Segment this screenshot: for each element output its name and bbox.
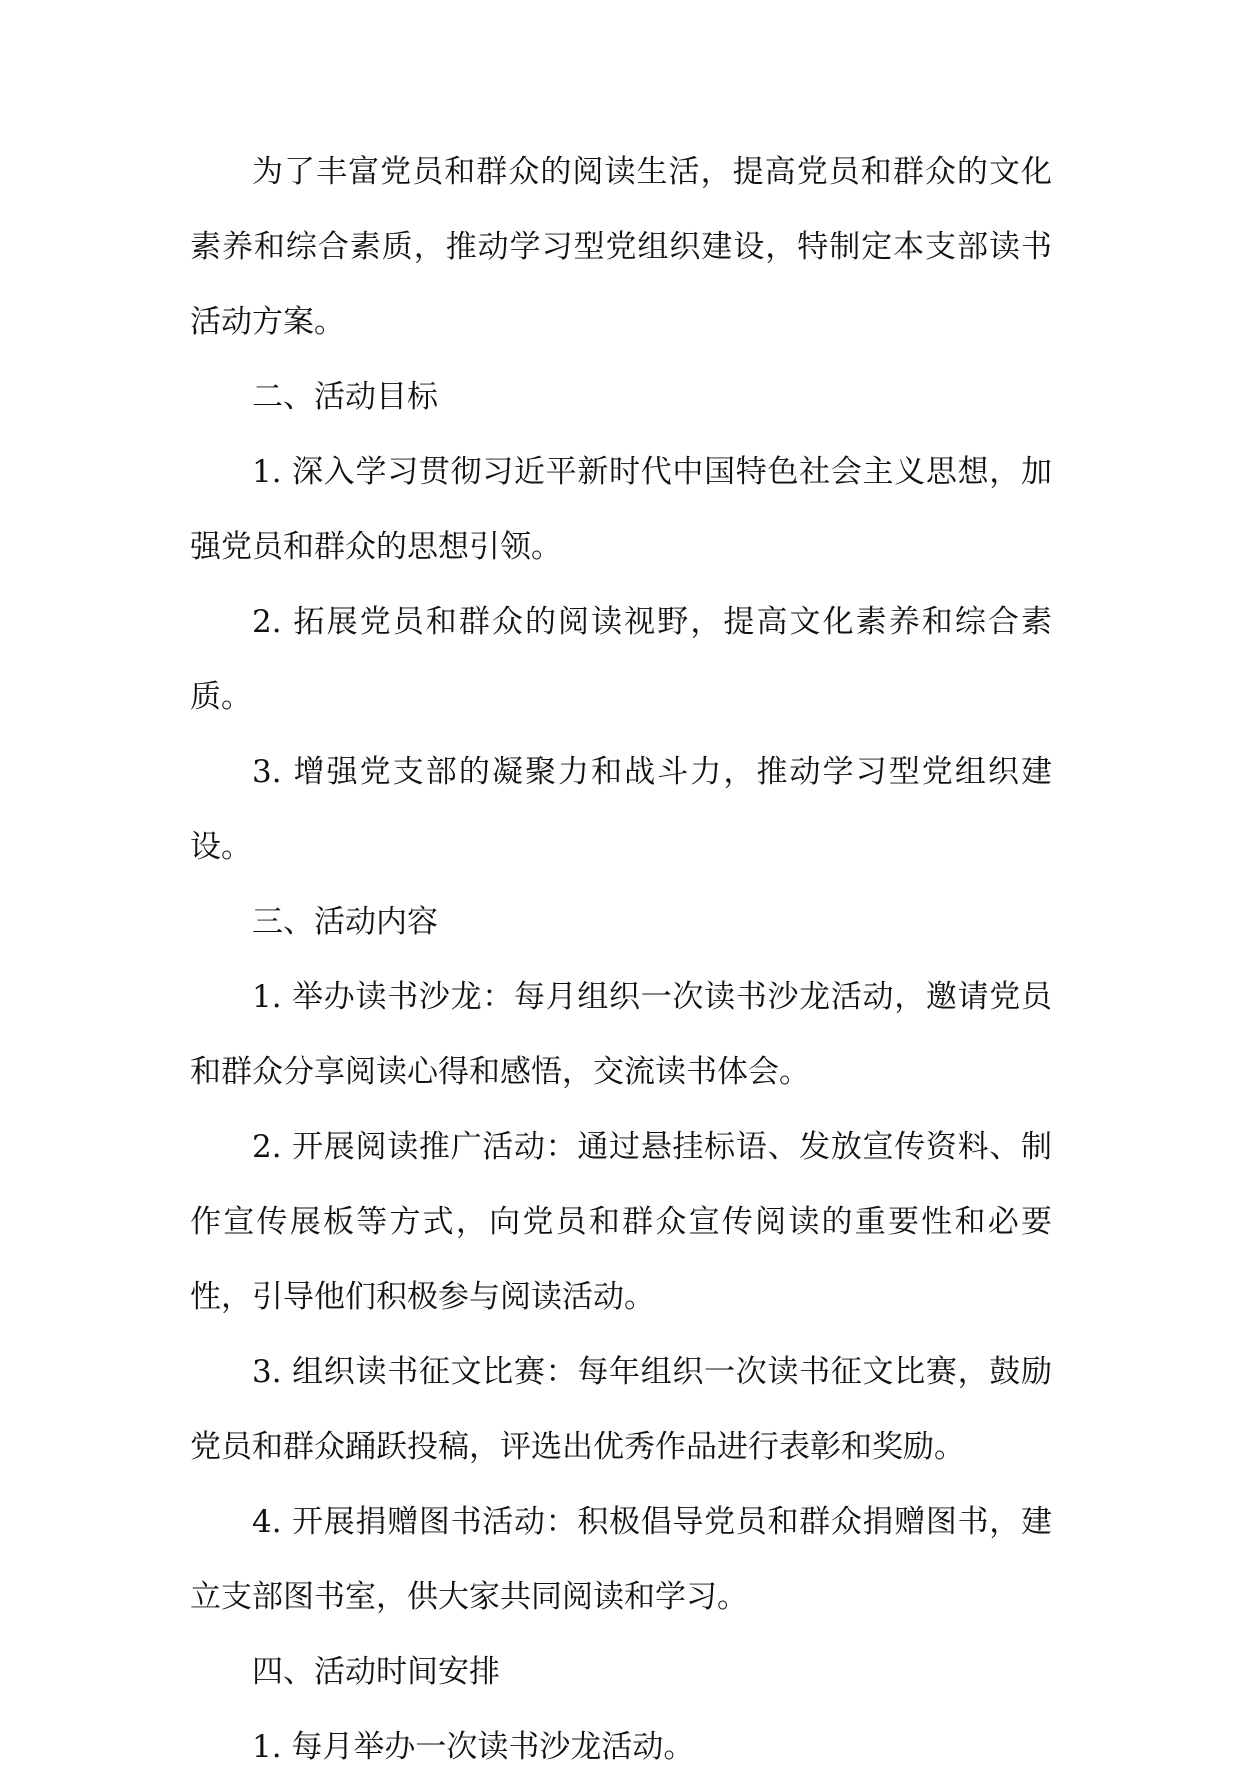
goal-item: 1. 深入学习贯彻习近平新时代中国特色社会主义思想，加强党员和群众的思想引领。: [190, 454, 1052, 565]
section-heading-content: 三、活动内容: [252, 904, 438, 940]
schedule-item: 1. 每月举办一次读书沙龙活动。: [252, 1729, 695, 1765]
content-item: 1. 举办读书沙龙：每月组织一次读书沙龙活动，邀请党员和群众分享阅读心得和感悟，交流读书体会。: [190, 979, 1052, 1090]
content-item: 2. 开展阅读推广活动：通过悬挂标语、发放宣传资料、制作宣传展板等方式，向党员和群众宣传阅读的重要性和必要性，引导他们积极参与阅读活动。: [190, 1129, 1052, 1315]
section-heading-goals: 二、活动目标: [252, 379, 438, 415]
intro-paragraph: 为了丰富党员和群众的阅读生活，提高党员和群众的文化素养和综合素质，推动学习型党组织建设，特制定本支部读书活动方案。: [190, 154, 1052, 340]
content-item: 4. 开展捐赠图书活动：积极倡导党员和群众捐赠图书，建立支部图书室，供大家共同阅读和学习。: [190, 1504, 1052, 1615]
content-item: 3. 组织读书征文比赛：每年组织一次读书征文比赛，鼓励党员和群众踊跃投稿，评选出优秀作品进行表彰和奖励。: [190, 1354, 1052, 1465]
section-heading-schedule: 四、活动时间安排: [252, 1654, 500, 1690]
goal-item: 3. 增强党支部的凝聚力和战斗力，推动学习型党组织建设。: [190, 754, 1052, 865]
document-body: [190, 135, 1052, 1785]
goal-item: 2. 拓展党员和群众的阅读视野，提高文化素养和综合素质。: [190, 604, 1052, 715]
